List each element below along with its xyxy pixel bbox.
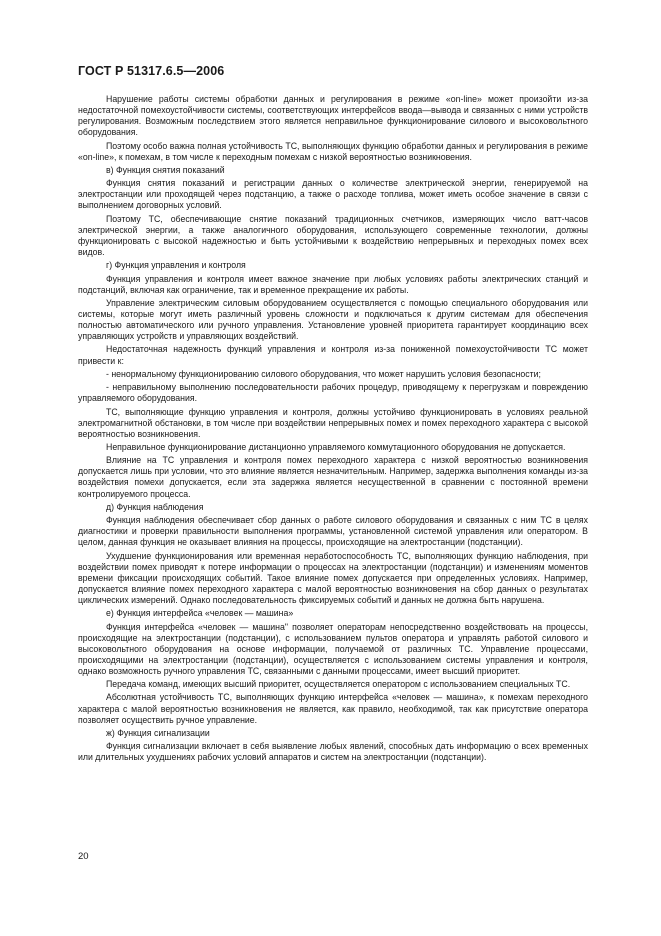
paragraph: Недостаточная надежность функций управления и контроля из-за пониженной помехоустойчивости ТС может привести к: <box>78 344 588 366</box>
section-heading: в) Функция снятия показаний <box>106 164 225 175</box>
paragraph: Неправильное функционирование дистанционно управляемого коммутационного оборудования не допускается. <box>106 441 566 452</box>
list-item: - неправильному выполнению последовательности рабочих процедур, приводящему к перегрузкам и повреждению управляемого оборудования. <box>78 382 588 404</box>
document-body <box>78 94 588 766</box>
paragraph: Нарушение работы системы обработки данных и регулирования в режиме «on-line» может произойти из-за недостаточной помехоустойчивости системы, соответствующих интерфейсов ввода—вывода и связанных с ними устройств регулирования. Возможным последствием этого является неправильное функционирование силового и высоковольтного оборудования. <box>78 94 588 138</box>
paragraph: Функция интерфейса «человек — машина" позволяет операторам непосредственно воздействовать на процессы, происходящие на электростанции (подстанции), с использованием пультов оператора и управлять работой силового и высоковольтного оборудования на основе информации, получаемой от различных ТС. Управление процессами, происходящими на электростанции (подстанции), осуществляется с использованием системы управления и контроля, однако возможность ручного управления ТС, связанными с данными процессами, имеет высший приоритет. <box>78 621 588 676</box>
paragraph: Функция сигнализации включает в себя выявление любых явлений, способных дать информацию о всех временных или длительных ухудшениях рабочих условий аппаратов и систем на электростанции (подстанции). <box>78 741 588 763</box>
paragraph: Функция управления и контроля имеет важное значение при любых условиях работы электрических станций и подстанций, включая как ограничение, так и временное прекращение их работы. <box>78 273 588 295</box>
paragraph: ТС, выполняющие функцию управления и контроля, должны устойчиво функционировать в условиях реальной электромагнитной обстановки, в том числе при воздействии непрерывных помех и помех переходного характера с высокой вероятностью возникновения. <box>78 406 588 439</box>
paragraph: Функция наблюдения обеспечивает сбор данных о работе силового оборудования и связанных с ним ТС в целях диагностики и проверки правильности выполнения программы, установленной системой управления или оператором. В целом, данная функция не оказывает влияния на процессы, происходящие на электростанции (подстанции). <box>78 515 588 548</box>
section-heading: ж) Функция сигнализации <box>106 727 210 738</box>
paragraph: Функция снятия показаний и регистрации данных о количестве электрической энергии, генерируемой на электростанции или проходящей через подстанцию, а также о расходе топлива, может иметь особое значение в связи с выполнением договорных условий. <box>78 178 588 211</box>
list-item: - ненормальному функционированию силового оборудования, что может нарушить условия безопасности; <box>106 368 541 379</box>
paragraph: Управление электрическим силовым оборудованием осуществляется с помощью специального оборудования или системы, которые могут иметь различный уровень сложности и подключаться к другим системам для обеспечения полностью автоматического или ручного управления. Установление уровней приоритета гарантирует координацию всех управляющих устройств и управляющих воздействий. <box>78 297 588 342</box>
section-heading: г) Функция управления и контроля <box>106 260 246 271</box>
section-heading: д) Функция наблюдения <box>106 501 204 512</box>
paragraph: Ухудшение функционирования или временная неработоспособность ТС, выполняющих функцию наблюдения, при воздействии помех приводят к потере информации о процессах на электростанции (подстанции) и изменениям моментов времени фиксации происходящих событий. Такое влияние помех допускается при определенных условиях. Например, допускается влияние помех переходного характера с малой вероятностью возникновения на сбор данных о результатах циклических измерений. Однако последовательность фиксируемых событий и данных не должна быть нарушена. <box>78 550 588 605</box>
document-header: ГОСТ Р 51317.6.5—2006 <box>78 64 225 78</box>
paragraph: Абсолютная устойчивость ТС, выполняющих функцию интерфейса «человек — машина», к помехам переходного характера с малой вероятностью возникновения не является, как правило, необходимой, так как присутствие оператора позволяет осуществить ручное управление. <box>78 692 588 725</box>
paragraph: Поэтому ТС, обеспечивающие снятие показаний традиционных счетчиков, измеряющих число ватт-часов электрической энергии, а также аналогичного оборудования, использующего современные технологии, должны функционировать с высокой надежностью и быть устойчивыми к воздействию непрерывных и переходных помех всех видов. <box>78 213 588 257</box>
page-number: 20 <box>78 851 89 862</box>
paragraph: Поэтому особо важна полная устойчивость ТС, выполняющих функцию обработки данных и регулирования в режиме «on-line», к помехам, в том числе к переходным помехам с низкой вероятностью возникновения. <box>78 140 588 162</box>
section-heading: е) Функция интерфейса «человек — машина» <box>106 608 294 619</box>
paragraph: Передача команд, имеющих высший приоритет, осуществляется оператором с использованием специальных ТС. <box>106 679 571 690</box>
paragraph: Влияние на ТС управления и контроля помех переходного характера с низкой вероятностью возникновения допускается лишь при условии, что это влияние является незначительным. Например, задержка выполнения команды из-за воздействия помехи допускается, если эта задержка является несущественной в сравнении с постоянной времени контролируемого процесса. <box>78 455 588 499</box>
